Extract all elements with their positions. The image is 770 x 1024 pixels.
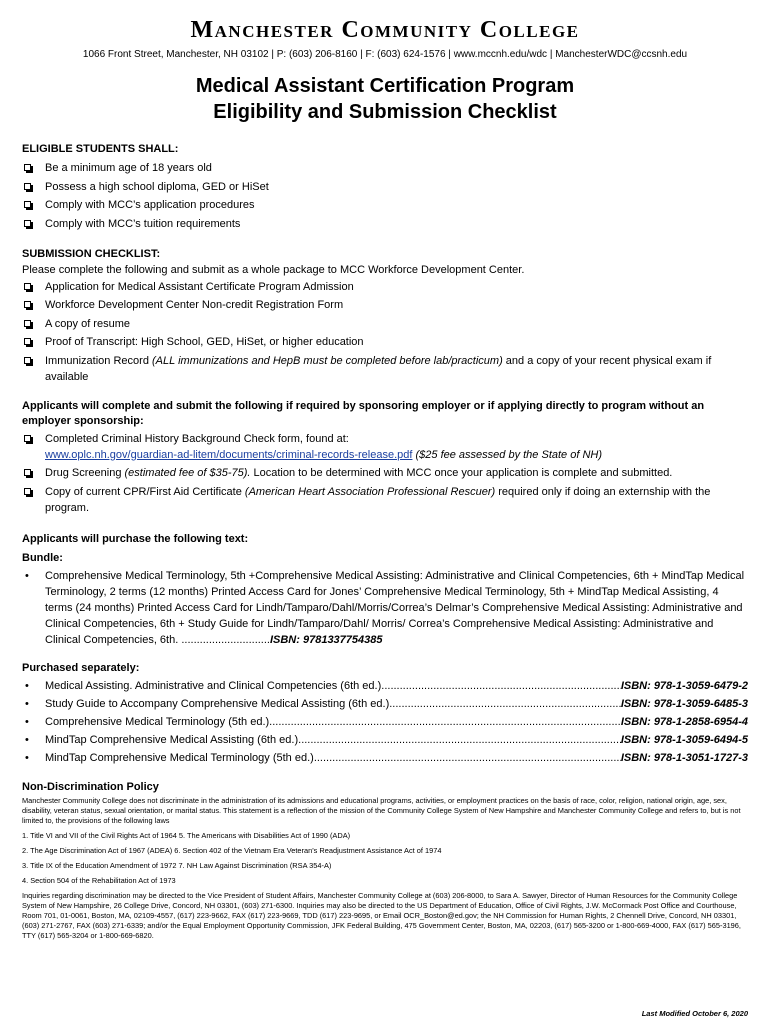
immunization-note: (ALL immunizations and HepB must be completed before lab/practicum) (152, 354, 503, 367)
policy-inquiries: Inquiries regarding discrimination may be directed to the Vice President of Student Affairs, Manchester Community College at (603) 206-8000, to Sara A. Sawyer, Director of Human Resources for the Community College System of New Hampshire, 26 College Drive, Concord, NH 03301, (603) 271-6300. Inquiries may also be directed to the US Department of Education, Office of Civil Rights, J.W. McCormack Post Office and Courthouse, Room 701, 01-0061, Boston, MA, 02109-4557, (617) 223-9662, FAX (617) 223-9669, TDD (617) 223-9695, or Email OCR_Boston@ed.gov; the NH Commission for Human Rights, 2 Chennell Drive, Concord, NH 03301, (603) 271-2767, FAX (603) 271-6339; and/or the Equal Employment Opportunity Commission, JFK Federal Building, 475 Government Center, Boston, MA, 02203, (617) 565-3200 or 1-800-669-4000, FAX (617) 565-3196, TTY (617) 565-3204 or 1-800-669-6820. (22, 890, 741, 940)
immunization-text: Immunization Record (45, 354, 152, 367)
book-title: Comprehensive Medical Terminology (5th ed.). (45, 715, 273, 728)
checkbox-icon (24, 320, 31, 327)
checkbox-icon (24, 201, 31, 208)
bullet: • (25, 715, 29, 728)
checklist-item (22, 316, 748, 332)
contact-line: 1066 Front Street, Manchester, NH 03102 | P: (603) 206-8160 | F: (603) 624-1576 | www.mccnh.edu/wdc | ManchesterWDC@ccsnh.edu (82, 49, 688, 60)
eligible-list (22, 160, 748, 232)
bullet: • (25, 679, 29, 692)
bundle-list (22, 568, 748, 648)
checklist-item (22, 197, 748, 213)
checkbox-icon (24, 488, 31, 495)
cpr-text: Copy of current CPR/First Aid Certificate (45, 485, 245, 498)
checklist-item-text: Possess a high school diploma, GED or HiSet (45, 180, 269, 193)
policy-intro: Manchester Community College does not discriminate in the administration of its admissions and educational programs, activities, or employment practices on the basis of race, color, religion, national origin, age, sex, disability, veteran status, sexual orientation, or marital status. This statement is a reflection of the mission of the Community College System of New Hampshire and Manchester Community College and refers to, but is not limited to, the provisions of the following laws (22, 795, 741, 825)
submission-list (22, 279, 748, 385)
drug-text-end: Location to be determined with MCC once your application is complete and submitted. (250, 467, 673, 479)
checklist-item-text: A copy of resume (45, 317, 130, 330)
book-item (22, 750, 748, 766)
title-line-1: Medical Assistant Certification Program (195, 75, 575, 97)
dot-leader (301, 732, 621, 748)
policy-heading: Non-Discrimination Policy (22, 780, 159, 793)
cpr-text-end: required only if doing an externship with the program. (45, 485, 711, 514)
text-heading: Applicants will purchase the following text: (22, 532, 249, 545)
book-isbn: ISBN: 978-1-3059-6494-5 (620, 733, 748, 746)
title-line-2: Eligibility and Submission Checklist (213, 101, 557, 123)
book-title: MindTap Comprehensive Medical Terminology (5th ed.). (45, 751, 317, 764)
policy-law: 2. The Age Discrimination Act of 1967 (ADEA) 6. Section 402 of the Vietnam Era Veteran’s Readjustment Assistance Act of 1974 (22, 845, 442, 855)
dot-leader (392, 696, 621, 712)
bullet: • (25, 751, 29, 764)
bundle-label: Bundle: (22, 551, 63, 564)
policy-law: 3. Title IX of the Education Amendment of 1972 7. NH Law Against Discrimination (RSA 354-A) (22, 860, 332, 870)
dot-leader (384, 678, 620, 694)
last-modified: Last Modified October 6, 2020 (641, 1009, 748, 1018)
bundle-isbn: ISBN: 9781337754385 (269, 633, 383, 646)
checklist-item-criminal (22, 431, 748, 463)
employer-heading: Applicants will complete and submit the following if required by sponsoring employer or if applying directly to program without an employer sponsorship: (22, 399, 705, 427)
immunization-text-end: and a copy of your recent physical exam if available (45, 354, 712, 383)
checklist-item-text: Application for Medical Assistant Certificate Program Admission (45, 280, 354, 293)
submission-intro: Please complete the following and submit as a whole package to MCC Workforce Development Center. (22, 263, 525, 276)
checklist-item-drug (22, 465, 748, 481)
college-name: Manchester Community College (190, 17, 580, 43)
checkbox-icon (24, 357, 31, 364)
separate-label: Purchased separately: (22, 661, 140, 674)
criminal-records-link[interactable]: www.oplc.nh.gov/guardian-ad-litem/documents/criminal-records-release.pdf (45, 448, 413, 461)
checkbox-icon (24, 220, 31, 227)
drug-fee: (estimated fee of $35-75). (124, 467, 251, 479)
checkbox-icon (24, 469, 31, 476)
policy-body (22, 796, 748, 941)
book-item (22, 714, 748, 730)
checklist-item (22, 279, 748, 295)
document-title (22, 73, 748, 125)
book-title: Study Guide to Accompany Comprehensive Medical Assisting (6th ed.). (45, 697, 393, 710)
book-title: Medical Assisting. Administrative and Clinical Competencies (6th ed.). (45, 679, 385, 692)
checklist-item-text: Proof of Transcript: High School, GED, HiSet, or higher education (45, 336, 364, 348)
book-isbn: ISBN: 978-1-3051-1727-3 (620, 751, 748, 764)
book-isbn: ISBN: 978-1-3059-6479-2 (620, 679, 748, 692)
drug-text: Drug Screening (45, 467, 125, 479)
book-item (22, 732, 748, 748)
bullet: • (25, 733, 29, 746)
checklist-item-text: Comply with MCC’s application procedures (45, 199, 255, 211)
checklist-item-text: Be a minimum age of 18 years old (45, 162, 212, 174)
cpr-note: (American Heart Association Professional Rescuer) (244, 485, 496, 498)
eligible-heading: ELIGIBLE STUDENTS SHALL: (22, 143, 179, 155)
bullet: • (25, 569, 29, 582)
policy-law: 1. Title VI and VII of the Civil Rights Act of 1964 5. The Americans with Disabilities Act of 1990 (ADA) (22, 830, 351, 840)
book-isbn: ISBN: 978-1-3059-6485-3 (620, 697, 748, 710)
policy-law: 4. Section 504 of the Rehabilitation Act of 1973 (22, 875, 176, 885)
checklist-item (22, 216, 748, 232)
dot-leader (317, 750, 621, 766)
checkbox-icon (24, 338, 31, 345)
checklist-item-immunization (22, 353, 748, 385)
checklist-item-text: Comply with MCC’s tuition requirements (45, 217, 241, 230)
checkbox-icon (24, 183, 31, 190)
bundle-text: Comprehensive Medical Terminology, 5th +Comprehensive Medical Assisting: Administrative and Clinical Competencies, 6th + MindTap Medical Terminology, 2 terms (12 months) Printed Access Card for Jones’ Comprehensive Medical Terminology, 5th + MindTap Medical Assisting, 4 terms (24 months) Printed Access Card for Lindh/Tamparo/Dahl/Morris/Correa’s Delmar’s Comprehensive Medical Assisting: Administrative and Clinical Competencies, 6th + Study Guide for Lindh/Tamparo/Dahl/ Morris/ Correa’s Comprehensive Medical Assisting: Administrative and Clinical Competencies, 6th. ............................. (45, 569, 745, 646)
checklist-item (22, 179, 748, 195)
book-item (22, 678, 748, 694)
checklist-item (22, 297, 748, 313)
checkbox-icon (24, 164, 31, 171)
criminal-fee: ($25 fee assessed by the State of NH) (412, 448, 602, 461)
dot-leader (272, 714, 621, 730)
bullet: • (25, 697, 29, 710)
checklist-item (22, 160, 748, 176)
checklist-item (22, 334, 748, 350)
book-title: MindTap Comprehensive Medical Assisting (6th ed.). (45, 733, 302, 746)
separate-list (22, 678, 748, 766)
book-item (22, 696, 748, 712)
criminal-text: Completed Criminal History Background Check form, found at: (45, 432, 349, 445)
employer-list (22, 431, 748, 516)
checkbox-icon (24, 435, 31, 442)
checkbox-icon (24, 283, 31, 290)
submission-heading: SUBMISSION CHECKLIST: (22, 247, 161, 260)
checkbox-icon (24, 301, 31, 308)
checklist-item-cpr (22, 484, 748, 516)
book-isbn: ISBN: 978-1-2858-6954-4 (620, 715, 748, 728)
bundle-item (22, 568, 748, 648)
checklist-item-text: Workforce Development Center Non-credit Registration Form (45, 299, 344, 311)
